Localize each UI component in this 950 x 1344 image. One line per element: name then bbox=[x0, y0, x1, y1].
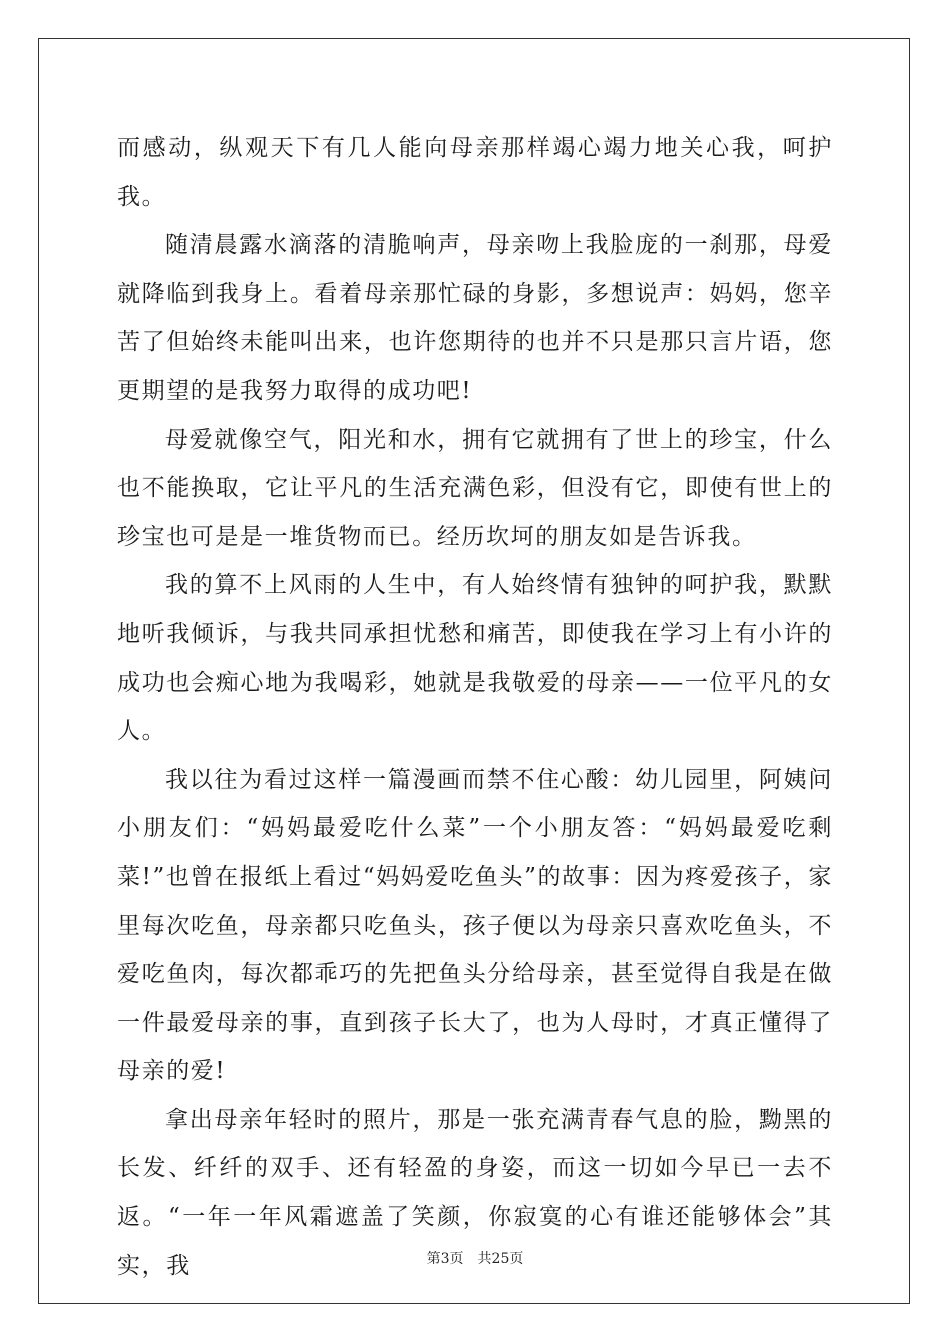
page-number: 第3页 bbox=[426, 1251, 464, 1267]
paragraph-5: 我以往为看过这样一篇漫画而禁不住心酸：幼儿园里，阿姨问小朋友们：“妈妈最爱吃什么菜”一个小朋友答：“妈妈最爱吃剩菜!”也曾在报纸上看过“妈妈爱吃鱼头”的故事：因为疼爱孩子，家里每次吃鱼，母亲都只吃鱼头，孩子便以为母亲只喜欢吃鱼头，不爱吃鱼肉，每次都乖巧的先把鱼头分给母亲，甚至觉得自我是在做一件最爱母亲的事，直到孩子长大了，也为人母时，才真正懂得了母亲的爱! bbox=[117, 766, 833, 1085]
page-total: 共25页 bbox=[477, 1251, 524, 1267]
paragraph-6: 拿出母亲年轻时的照片，那是一张充满青春气息的脸，黝黑的长发、纤纤的双手、还有轻盈的身姿，而这一切如今早已一去不返。“一年一年风霜遮盖了笑颜，你寂寞的心有谁还能够体会”其实，我 bbox=[117, 1106, 833, 1279]
paragraph-3: 母爱就像空气，阳光和水，拥有它就拥有了世上的珍宝，什么也不能换取，它让平凡的生活充满色彩，但没有它，即使有世上的珍宝也可是是一堆货物而已。经历坎坷的朋友如是告诉我。 bbox=[117, 426, 833, 550]
paragraph-2: 随清晨露水滴落的清脆响声，母亲吻上我脸庞的一刹那，母爱就降临到我身上。看着母亲那忙碌的身影，多想说声：妈妈，您辛苦了但始终未能叫出来，也许您期待的也并不只是那只言片语，您更期望的是我努力取得的成功吧! bbox=[117, 232, 833, 404]
paragraph-4: 我的算不上风雨的人生中，有人始终情有独钟的呵护我，默默地听我倾诉，与我共同承担忧愁和痛苦，即使我在学习上有小许的成功也会痴心地为我喝彩，她就是我敬爱的母亲——一位平凡的女人。 bbox=[117, 572, 833, 745]
paragraph-1: 而感动，纵观天下有几人能向母亲那样竭心竭力地关心我，呵护我。 bbox=[117, 135, 833, 210]
document-body bbox=[117, 124, 833, 1290]
page-footer bbox=[0, 1248, 950, 1268]
